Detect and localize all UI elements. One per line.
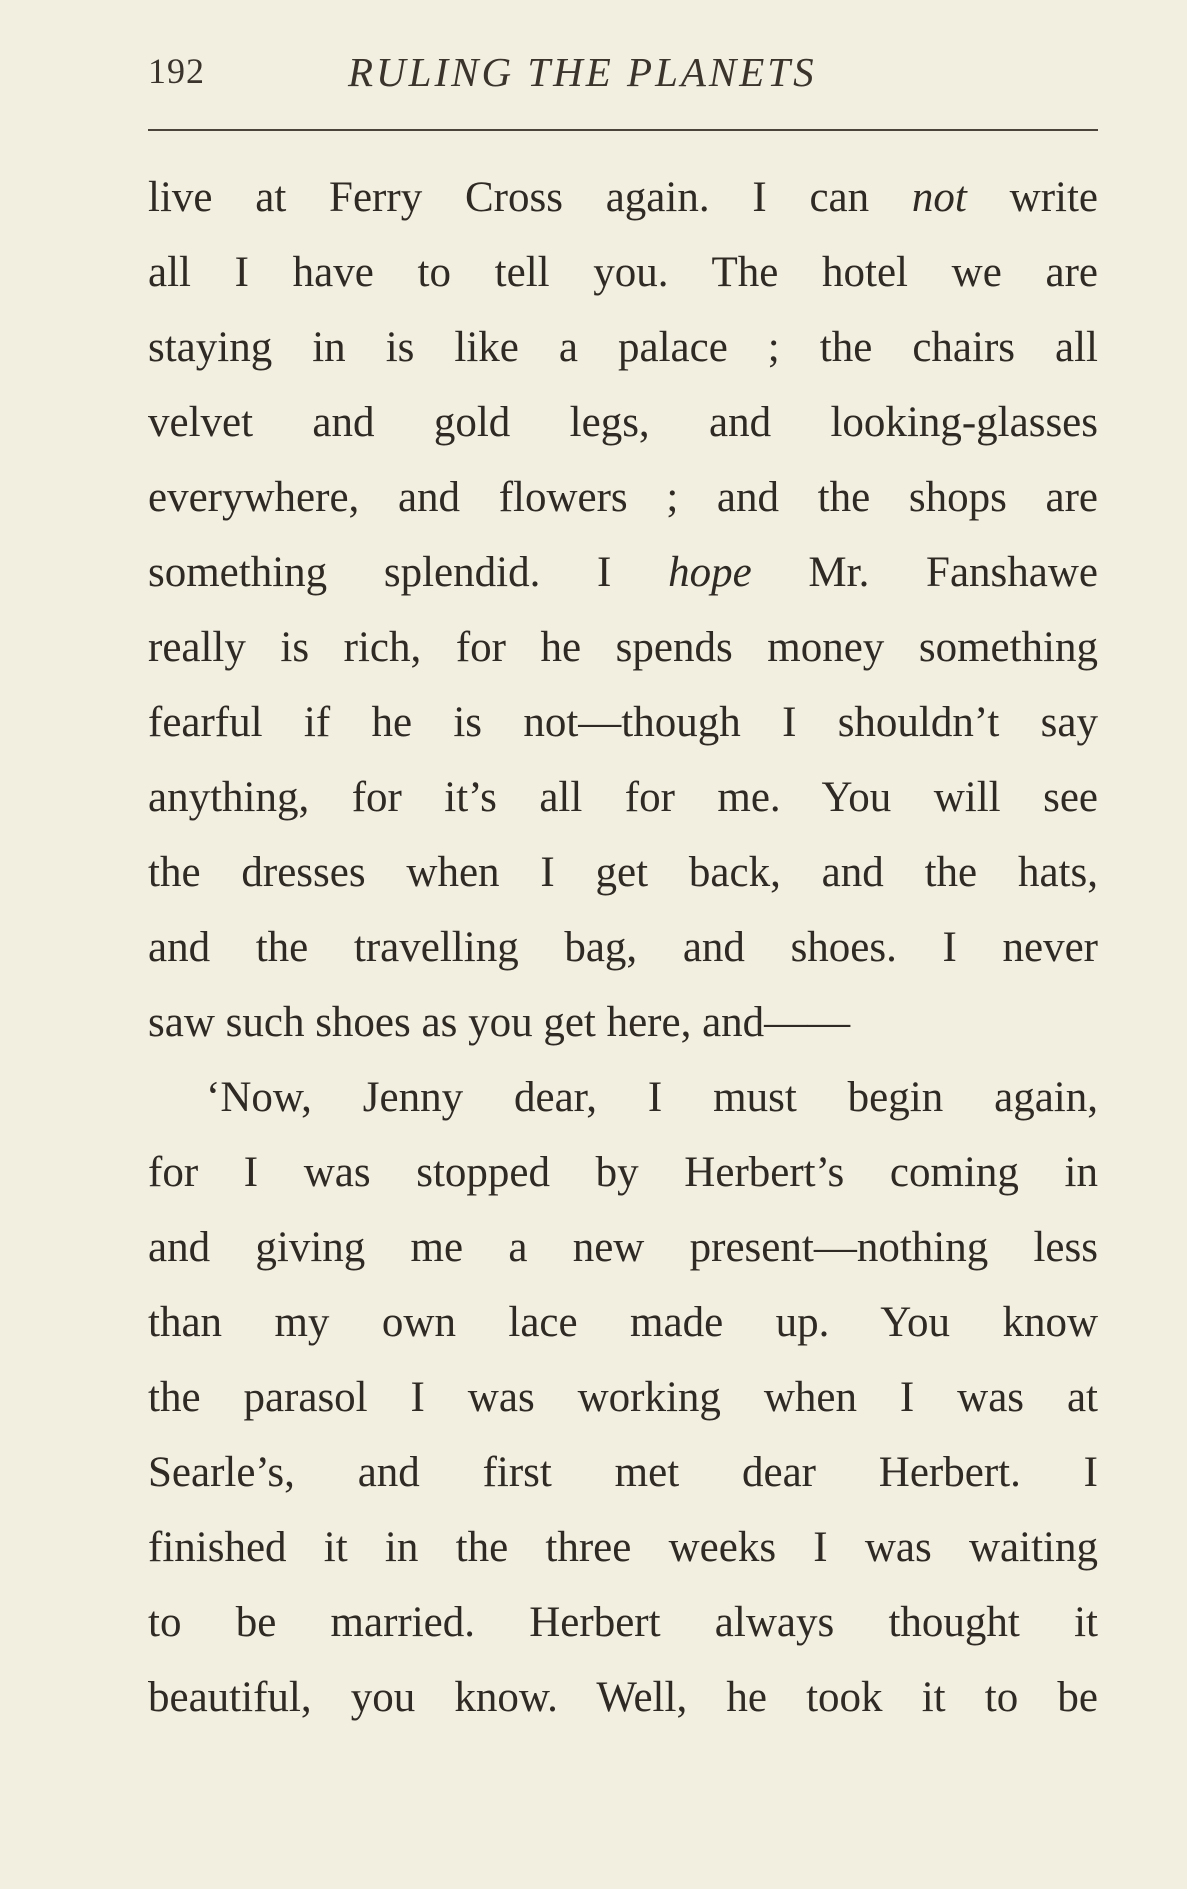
running-title: RULING THE PLANETS <box>348 49 817 95</box>
text-line: everywhere, and flowers ; and the shops are <box>148 474 1098 521</box>
text-line: beautiful, you know. Well, he took it to be <box>148 1674 1098 1721</box>
paragraph-end-line: saw such shoes as you get here, and—— <box>148 999 851 1046</box>
body-text <box>148 160 1098 1735</box>
paragraph-start-line: ‘Now, Jenny dear, I must begin again, <box>206 1074 1098 1121</box>
text-line: fearful if he is not—though I shouldn’t say <box>148 699 1098 746</box>
text-line: Searle’s, and first met dear Herbert. I <box>148 1449 1098 1496</box>
text-line: really is rich, for he spends money something <box>148 624 1098 671</box>
text-line: anything, for it’s all for me. You will see <box>148 774 1098 821</box>
text-line: the parasol I was working when I was at <box>148 1374 1098 1421</box>
text-line: and the travelling bag, and shoes. I never <box>148 924 1098 971</box>
text-line: finished it in the three weeks I was waiting <box>148 1524 1098 1571</box>
text-line: live at Ferry Cross again. I can not write <box>148 174 1098 221</box>
text-line: to be married. Herbert always thought it <box>148 1599 1098 1646</box>
emphasis: not <box>911 174 967 221</box>
page-number: 192 <box>148 51 205 91</box>
text-line: for I was stopped by Herbert’s coming in <box>148 1149 1098 1196</box>
text-line: something splendid. I hope Mr. Fanshawe <box>148 549 1099 596</box>
text-line: staying in is like a palace ; the chairs all <box>148 324 1098 371</box>
emphasis: hope <box>668 549 752 596</box>
header-rule <box>148 129 1098 131</box>
text-line: all I have to tell you. The hotel we are <box>148 249 1098 296</box>
text-line: than my own lace made up. You know <box>148 1299 1098 1346</box>
text-line: velvet and gold legs, and looking-glasses <box>148 399 1098 446</box>
text-line: and giving me a new present—nothing less <box>148 1224 1098 1271</box>
text-line: the dresses when I get back, and the hats, <box>148 849 1098 896</box>
page-header <box>148 48 1098 108</box>
